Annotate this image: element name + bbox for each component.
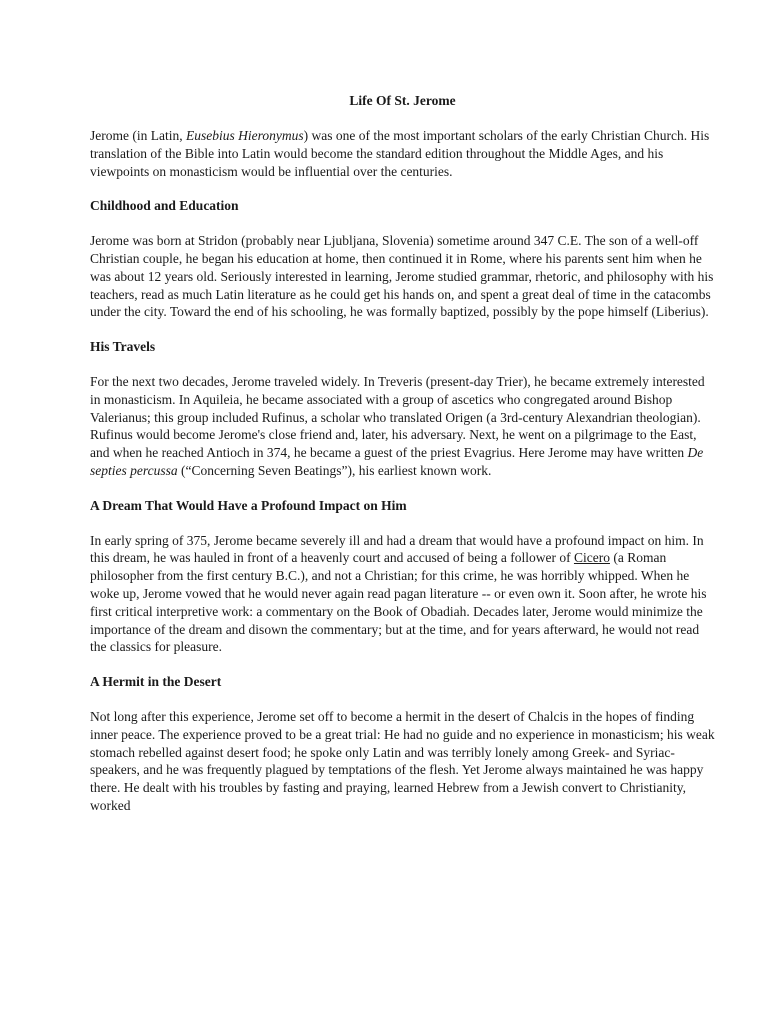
travels-text-before: For the next two decades, Jerome traveled widely. In Treveris (present-day Trier), he became extremely interested in monasticism. In Aquileia, he became associated with a group of ascetics who congregated around Bishop Valerianus; this group included Rufinus, a scholar who translated Origen (a 3rd-century Alexandrian theologian). Rufinus would become Jerome's close friend and, later, his adversary. Next, he went on a pilgrimage to the East, and when he reached Antioch in 374, he became a guest of the priest Evagrius. Here Jerome may have written: [90, 373, 705, 461]
section-heading-travels: His Travels: [90, 339, 156, 355]
intro-text-after: ) was one of the most important scholars of the early Christian Church. His translation of the Bible into Latin would become the standard edition throughout the Middle Ages, and his viewpoints on monasticism would be influential over the centuries.: [90, 128, 710, 179]
document-title: Life Of St. Jerome: [349, 93, 456, 108]
dream-text-before: In early spring of 375, Jerome became severely ill and had a dream that would have a profound impact on him. In this dream, he was hauled in front of a heavenly court and accused of being a follower of: [90, 532, 704, 566]
section-text-travels: [90, 373, 715, 480]
intro-latin-name: Eusebius Hieronymus: [185, 128, 304, 143]
section-heading-hermit: A Hermit in the Desert: [90, 674, 222, 690]
section-text-hermit: Not long after this experience, Jerome set off to become a hermit in the desert of Chalcis in the hopes of finding inner peace. The experience proved to be a great trial: He had no guide and no experience in monasticism; his weak stomach rebelled against desert food; he spoke only Latin and was terribly lonely among Greek- and Syriac-speakers, and he was frequently plagued by temptations of the flesh. Yet Jerome always maintained he was happy there. He dealt with his troubles by fasting and praying, learned Hebrew from a Jewish convert to Christianity, worked: [90, 708, 715, 813]
section-text-dream: [90, 532, 715, 657]
section-heading-dream: A Dream That Would Have a Profound Impact on Him: [90, 497, 407, 513]
section-text-childhood: Jerome was born at Stridon (probably near Ljubljana, Slovenia) sometime around 347 C.E. The son of a well-off Christian couple, he began his education at home, then continued it in Rome, where his parents sent him when he was about 12 years old. Seriously interested in learning, Jerome studied grammar, rhetoric, and philosophy with his teachers, read as much Latin literature as he could get his hands on, and spent a great deal of time in the catacombs under the city. Toward the end of his schooling, he was formally baptized, possibly by the pope himself (Liberius).: [90, 233, 714, 320]
section-heading-childhood: Childhood and Education: [90, 198, 239, 214]
intro-paragraph: [90, 127, 715, 180]
intro-text-before: Jerome (in Latin,: [90, 128, 186, 143]
travels-work-title: De septies percussa: [90, 445, 704, 478]
travels-text-after: (“Concerning Seven Beatings”), his earliest known work.: [177, 462, 492, 478]
dream-text-after: (a Roman philosopher from the first century B.C.), and not a Christian; for this crime, he was horribly whipped. When he woke up, Jerome vowed that he would never again read pagan literature -- or even own it. Soon after, he wrote his first critical interpretive work: a commentary on the Book of Obadiah. Decades later, Jerome would minimize the importance of the dream and disown the commentary; but at the time, and for years afterward, he would not read the classics for pleasure.: [90, 550, 707, 655]
cicero-link[interactable]: Cicero: [573, 550, 610, 566]
document-body: [90, 93, 715, 815]
